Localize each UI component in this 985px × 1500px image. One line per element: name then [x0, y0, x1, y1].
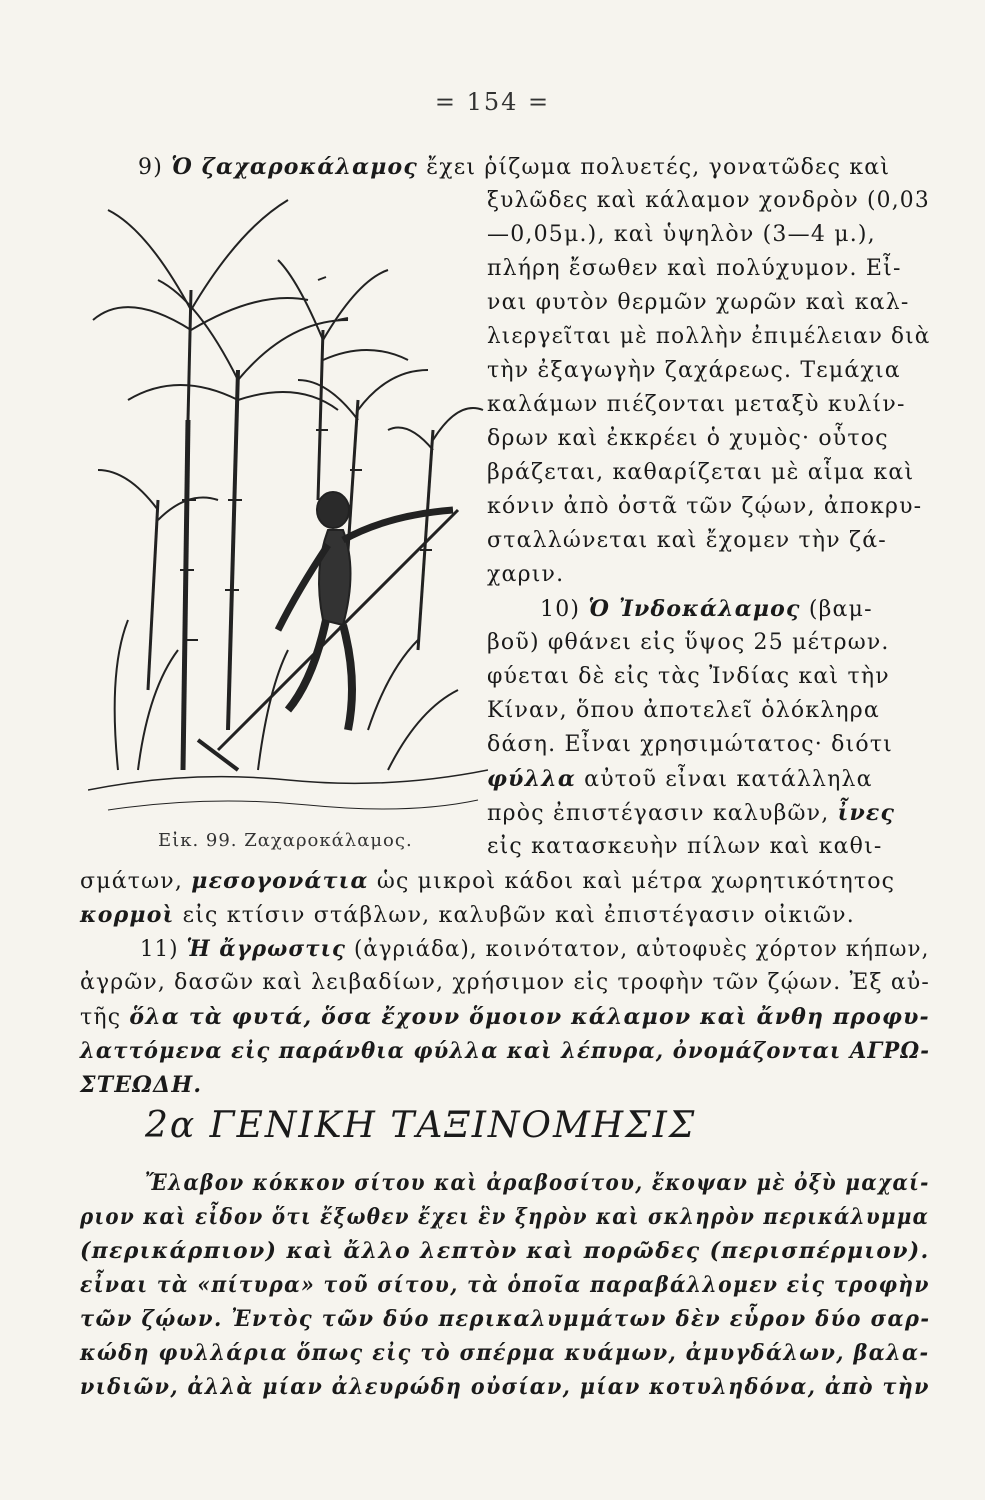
section9-line: σταλλώνεται καὶ ἔχομεν τὴν ζά- [487, 528, 887, 553]
section10-line [80, 900, 855, 931]
section11-line: ΣΤΕΩΔΗ. [80, 1072, 203, 1098]
section10-line [487, 798, 895, 829]
paragraph-line: εἶναι τὰ «πίτυρα» τοῦ σίτου, τὰ ὁποῖα παραβάλλομεν εἰς τροφὴν [80, 1272, 930, 1298]
section9-line: ξυλῶδες καὶ κάλαμον χονδρὸν (0,03 [487, 188, 930, 213]
section11-line-start: τῆς [80, 1005, 122, 1030]
section9-first-line-rest: ἔχει ῥίζωμα πολυετές, γονατῶδες καὶ [426, 155, 891, 180]
paragraph-line: ριον καὶ εἶδον ὅτι ἔξωθεν ἔχει ἓν ξηρὸν καὶ σκληρὸν περικάλυμμα [80, 1204, 930, 1230]
section9-line: —0,05μ.), καὶ ὑψηλὸν (3—4 μ.), [487, 222, 876, 247]
section9-line: πλήρη ἔσωθεν καὶ πολύχυμον. Εἶ- [487, 256, 902, 281]
paragraph-line: (περικάρπιον) καὶ ἄλλο λεπτὸν καὶ πορῶδες (περισπέρμιον). [80, 1238, 930, 1264]
section9-label: 9) [138, 155, 163, 180]
paragraph-line: τῶν ζῴων. Ἐντὸς τῶν δύο περικαλυμμάτων δὲν εὗρον δύο σαρ- [80, 1306, 931, 1332]
section10-line-rest: ὡς μικροὶ κάδοι καὶ μέτρα χωρητικότητος [376, 869, 896, 894]
paragraph-line: νιδιῶν, ἀλλὰ μίαν ἀλευρώδη οὐσίαν, μίαν κοτυληδόνα, ἀπὸ τὴν [80, 1374, 930, 1400]
sugarcane-illustration [88, 170, 488, 820]
section9-line: τὴν ἐξαγωγὴν ζαχάρεως. Τεμάχια [487, 358, 901, 383]
section10-line-rest: αὐτοῦ εἶναι κατάλληλα [584, 767, 873, 792]
section10-line [487, 764, 873, 795]
section11-emph: ὅλα τὰ φυτά, ὅσα ἔχουν ὅμοιον κάλαμον καὶ ἄνθη προφυ- [129, 1004, 930, 1030]
section10-line-start: πρὸς ἐπιστέγασιν καλυβῶν, [487, 801, 830, 826]
section10-line: εἰς κατασκευὴν πίλων καὶ καθι- [487, 834, 883, 859]
section10-line-rest: εἰς κτίσιν στάβλων, καλυβῶν καὶ ἐπιστέγασιν οἰκιῶν. [182, 903, 855, 928]
section11-title: Ἡ ἄγρωστις [186, 936, 347, 962]
section9-line: δρων καὶ ἐκκρέει ὁ χυμὸς· οὗτος [487, 426, 889, 451]
section10-emph: κορμοὶ [80, 902, 175, 928]
section9-first-line [138, 152, 890, 183]
section10-title: Ὁ Ἰνδοκάλαμος [588, 596, 801, 622]
paragraph-line: Ἔλαβον κόκκον σίτου καὶ ἀραβοσίτου, ἔκοψαν μὲ ὀξὺ μαχαί- [145, 1170, 930, 1196]
section10-line: Κίναν, ὅπου ἀποτελεῖ ὁλόκληρα [487, 698, 880, 723]
section9-line: βράζεται, καθαρίζεται μὲ αἷμα καὶ [487, 460, 915, 485]
figure-caption: Εἰκ. 99. Ζαχαροκάλαμος. [158, 830, 413, 851]
section11-line [80, 1002, 930, 1033]
section10-first-line-rest: (βαμ- [808, 597, 873, 622]
section10-line [80, 866, 895, 897]
section10-line: φύεται δὲ εἰς τὰς Ἰνδίας καὶ τὴν [487, 664, 890, 689]
section11-first-line [140, 934, 930, 965]
section11-label: 11) [140, 937, 179, 962]
section10-first-line [540, 594, 873, 625]
section11-line: λαττόμενα εἰς παράνθια φύλλα καὶ λέπυρα, ὀνομάζονται ΑΓΡΩ- [80, 1038, 931, 1064]
section-heading: 2α ΓΕΝΙΚΗ ΤΑΞΙΝΟΜΗΣΙΣ [145, 1105, 697, 1146]
section9-line: ναι φυτὸν θερμῶν χωρῶν καὶ καλ- [487, 290, 910, 315]
section9-line: χαριν. [487, 562, 565, 587]
section9-title: Ὁ ζαχαροκάλαμος [171, 154, 419, 180]
section11-line: ἀγρῶν, δασῶν καὶ λειβαδίων, χρήσιμον εἰς τροφὴν τῶν ζῴων. Ἐξ αὐ- [80, 970, 930, 995]
section9-line: καλάμων πιέζονται μεταξὺ κυλίν- [487, 392, 906, 417]
section9-line: λιεργεῖται μὲ πολλὴν ἐπιμέλειαν διὰ [487, 324, 931, 349]
section9-line: κόνιν ἀπὸ ὀστᾶ τῶν ζῴων, ἀποκρυ- [487, 494, 923, 519]
section11-first-line-rest: (ἀγριάδα), κοινότατον, αὐτοφυὲς χόρτον κήπων, [353, 937, 930, 962]
section10-emph: ἶνες [837, 800, 896, 826]
section10-line: βοῦ) φθάνει εἰς ὕψος 25 μέτρων. [487, 630, 890, 655]
section10-line: δάση. Εἶναι χρησιμώτατος· διότι [487, 732, 894, 757]
section10-emph: φύλλα [487, 766, 576, 792]
paragraph-line: κώδη φυλλάρια ὅπως εἰς τὸ σπέρμα κυάμων, ἀμυγδάλων, βαλα- [80, 1340, 930, 1366]
page-number: = 154 = [434, 88, 551, 116]
section10-label: 10) [540, 597, 581, 622]
section10-emph: μεσογονάτια [191, 868, 369, 894]
section10-line-start: σμάτων, [80, 869, 184, 894]
